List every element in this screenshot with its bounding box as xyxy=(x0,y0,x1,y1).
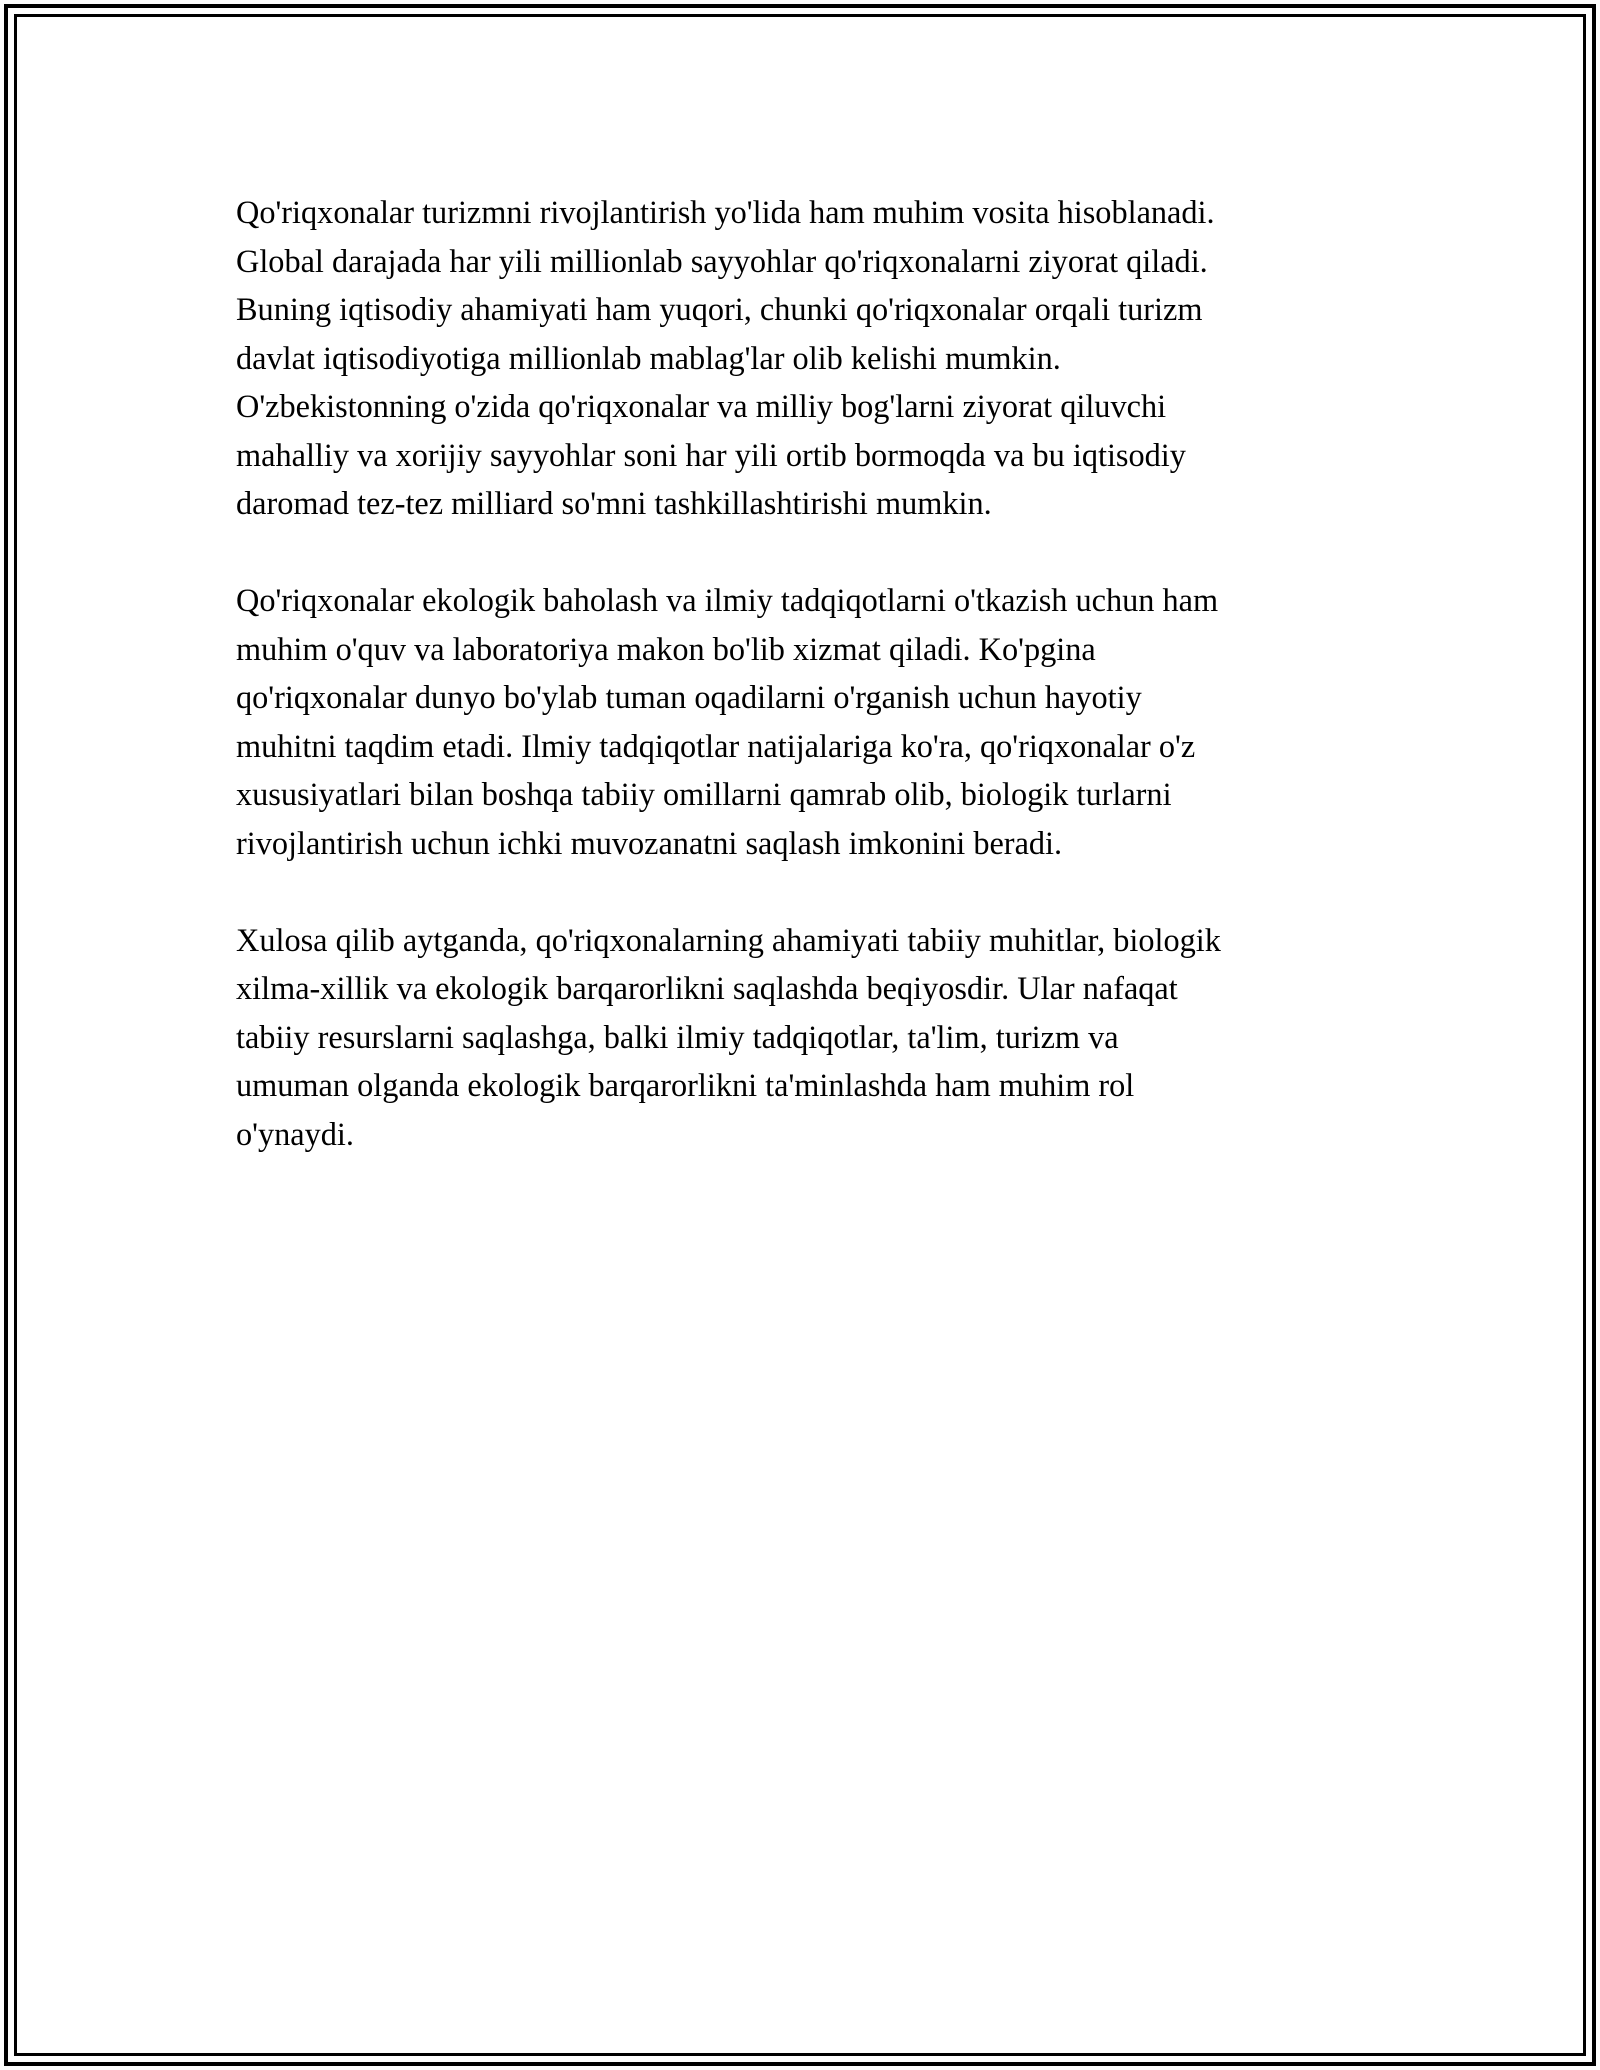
text-line: Xulosa qilib aytganda, qo'riqxonalarning ahamiyati tabiiy muhitlar, biologik xyxy=(236,921,1221,958)
text-line: Buning iqtisodiy ahamiyati ham yuqori, chunki qo'riqxonalar orqali turizm xyxy=(236,291,1203,327)
text-line: muhitni taqdim etadi. Ilmiy tadqiqotlar natijalariga ko'ra, qo'riqxonalar o'z xyxy=(236,727,1196,764)
text-line: qo'riqxonalar dunyo bo'ylab tuman oqadilarni o'rganish uchun hayotiy xyxy=(236,679,1142,715)
text-line: xususiyatlari bilan boshqa tabiiy omillarni qamrab olib, biologik turlarni xyxy=(236,776,1172,812)
document-body xyxy=(236,188,1376,1207)
text-line: o'ynaydi. xyxy=(236,1115,354,1152)
text-line: muhim o'quv va laboratoriya makon bo'lib xizmat qiladi. Ko'pgina xyxy=(236,630,1096,667)
text-line: O'zbekistonning o'zida qo'riqxonalar va milliy bog'larni ziyorat qiluvchi xyxy=(236,388,1167,424)
paragraph-tourism xyxy=(236,188,1376,528)
text-line: Global darajada har yili millionlab sayyohlar qo'riqxonalarni ziyorat qiladi. xyxy=(236,242,1208,279)
text-line: rivojlantirish uchun ichki muvozanatni saqlash imkonini beradi. xyxy=(236,824,1063,861)
paragraph-conclusion xyxy=(236,916,1376,1159)
text-line: umuman olganda ekologik barqarorlikni ta'minlashda ham muhim rol xyxy=(236,1067,1135,1103)
text-line: Qo'riqxonalar turizmni rivojlantirish yo'lida ham muhim vosita hisoblanadi. xyxy=(236,194,1215,230)
text-line: daromad tez-tez milliard so'mni tashkillashtirishi mumkin. xyxy=(236,485,992,521)
text-line: davlat iqtisodiyotiga millionlab mablag'lar olib kelishi mumkin. xyxy=(236,339,1061,376)
text-line: tabiiy resurslarni saqlashga, balki ilmiy tadqiqotlar, ta'lim, turizm va xyxy=(236,1018,1119,1055)
paragraph-research xyxy=(236,576,1376,867)
text-line: xilma-xillik va ekologik barqarorlikni saqlashda beqiyosdir. Ular nafaqat xyxy=(236,970,1178,1006)
text-line: Qo'riqxonalar ekologik baholash va ilmiy tadqiqotlarni o'tkazish uchun ham xyxy=(236,582,1219,618)
text-line: mahalliy va xorijiy sayyohlar soni har yili ortib bormoqda va bu iqtisodiy xyxy=(236,436,1186,473)
